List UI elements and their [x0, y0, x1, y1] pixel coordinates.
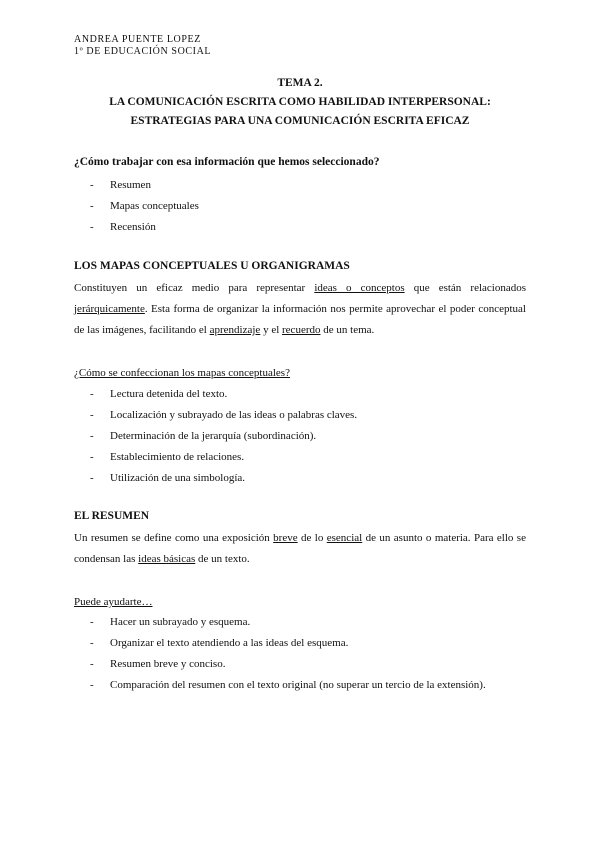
title-line-2: LA COMUNICACIÓN ESCRITA COMO HABILIDAD INTERPERSONAL: — [109, 96, 491, 108]
course-name: 1º DE EDUCACIÓN SOCIAL — [74, 46, 212, 57]
section3-list — [74, 612, 526, 696]
list-dash: - — [90, 221, 94, 233]
list-dash: - — [90, 472, 94, 484]
author-name: ANDREA PUENTE LOPEZ — [74, 34, 201, 45]
section2-list — [74, 384, 526, 489]
title-line-1: TEMA 2. — [277, 77, 323, 89]
list-item: - Utilización de una simbología. — [74, 468, 526, 489]
list-dash: - — [90, 658, 94, 670]
list-item: - Resumen — [74, 175, 526, 196]
list-item: - Hacer un subrayado y esquema. — [74, 612, 526, 633]
list-dash: - — [90, 616, 94, 628]
section3-heading: EL RESUMEN — [74, 510, 150, 522]
list-dash: - — [90, 430, 94, 442]
section3-paragraph: Un resumen se define como una exposición breve de lo esencial de un asunto o materia. Para ello se condensan las ideas básicas de un texto. — [74, 532, 526, 565]
section1-question: ¿Cómo trabajar con esa información que hemos seleccionado? — [74, 156, 380, 168]
list-dash: - — [90, 388, 94, 400]
section2-paragraph: Constituyen un eficaz medio para representar ideas o conceptos que están relacionados jerárquicamente. Esta forma de organizar la información nos permite aprovechar el poder conceptual de las imágenes, facilitando el aprendizaje y el recuerdo de un tema. — [74, 282, 526, 336]
document-title — [60, 74, 540, 131]
section2-heading: LOS MAPAS CONCEPTUALES U ORGANIGRAMAS — [74, 260, 350, 272]
document-header — [74, 34, 211, 58]
list-item: - Resumen breve y conciso. — [74, 654, 526, 675]
section2-subheading: ¿Cómo se confeccionan los mapas conceptuales? — [74, 367, 290, 379]
title-line-3: ESTRATEGIAS PARA UNA COMUNICACIÓN ESCRITA EFICAZ — [130, 115, 470, 127]
section3-subheading: Puede ayudarte… — [74, 596, 153, 608]
section1-list — [74, 175, 526, 238]
list-item: - Localización y subrayado de las ideas o palabras claves. — [74, 405, 526, 426]
list-item: - Comparación del resumen con el texto original (no superar un tercio de la extensión). — [74, 675, 526, 696]
list-dash: - — [90, 451, 94, 463]
list-item: - Establecimiento de relaciones. — [74, 447, 526, 468]
list-dash: - — [90, 409, 94, 421]
list-item: - Lectura detenida del texto. — [74, 384, 526, 405]
list-item: - Mapas conceptuales — [74, 196, 526, 217]
list-dash: - — [90, 179, 94, 191]
list-dash: - — [90, 679, 94, 691]
list-item: - Determinación de la jerarquía (subordinación). — [74, 426, 526, 447]
list-item: - Organizar el texto atendiendo a las ideas del esquema. — [74, 633, 526, 654]
list-dash: - — [90, 637, 94, 649]
list-item: - Recensión — [74, 217, 526, 238]
list-dash: - — [90, 200, 94, 212]
